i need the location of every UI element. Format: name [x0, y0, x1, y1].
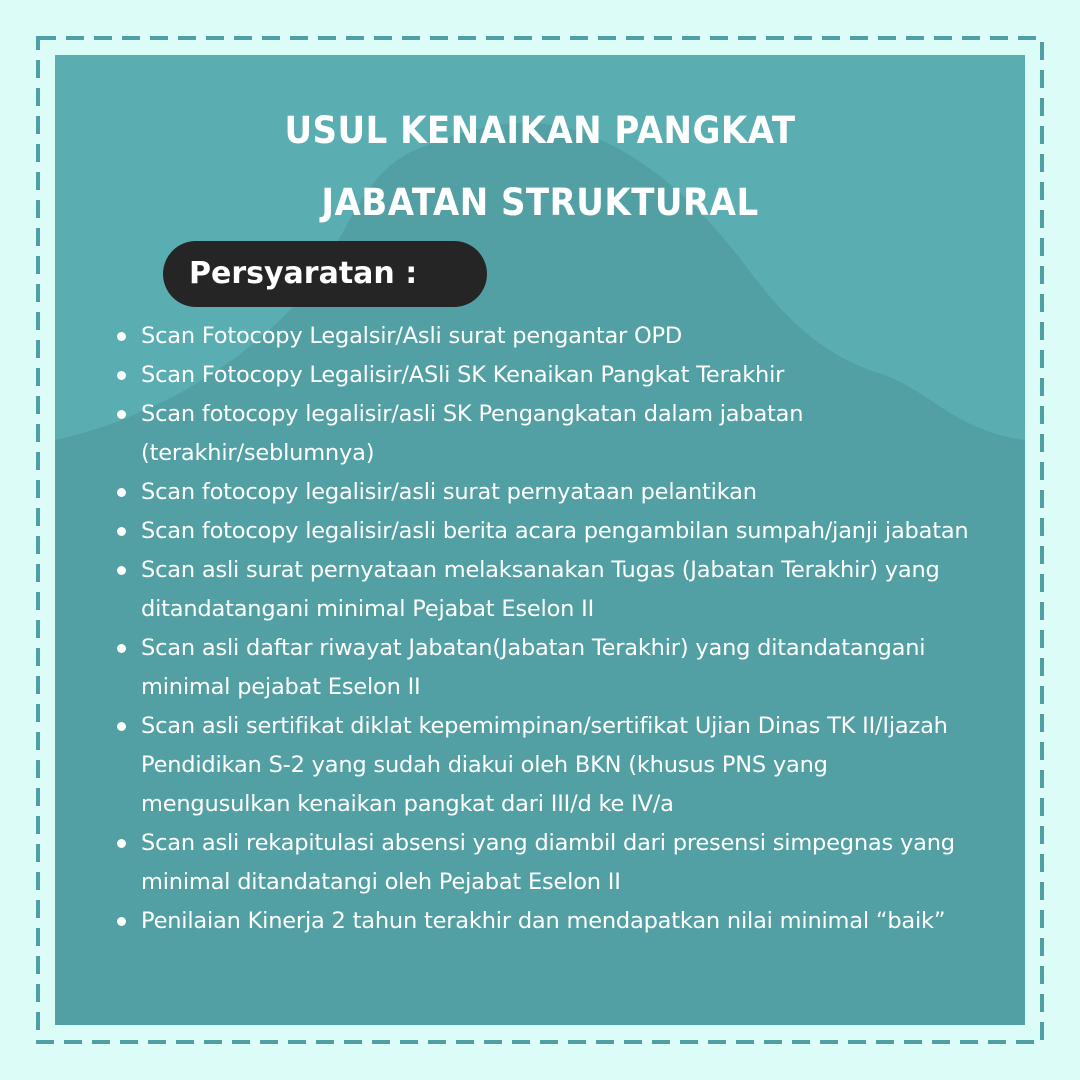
requirement-text: Scan Fotocopy Legalsir/Asli surat pengantar OPD [141, 323, 683, 349]
bullet-icon [117, 410, 126, 419]
requirement-text: Scan fotocopy legalisir/asli berita acara pengambilan sumpah/janji jabatan [141, 518, 969, 544]
list-item [115, 512, 975, 551]
list-item [115, 473, 975, 512]
section-label-pill [163, 241, 487, 307]
list-item [115, 317, 975, 356]
list-item [115, 902, 975, 941]
bullet-icon [117, 527, 126, 536]
requirement-text: Scan fotocopy legalisir/asli surat pernyataan pelantikan [141, 479, 757, 505]
requirement-text: Scan fotocopy legalisir/asli SK Pengangkatan dalam jabatan (terakhir/seblumnya) [141, 401, 804, 466]
bullet-icon [117, 488, 126, 497]
bullet-icon [117, 332, 126, 341]
title-line-2: JABATAN STRUKTURAL [321, 181, 759, 224]
bullet-icon [117, 722, 126, 731]
bullet-icon [117, 917, 126, 926]
list-item [115, 356, 975, 395]
requirement-text: Scan asli daftar riwayat Jabatan(Jabatan Terakhir) yang ditandatangani minimal pejabat Eselon II [141, 635, 926, 700]
content-card [55, 55, 1025, 1025]
list-item [115, 707, 975, 824]
bullet-icon [117, 566, 126, 575]
bullet-icon [117, 371, 126, 380]
list-item [115, 824, 975, 902]
requirement-text: Scan asli rekapitulasi absensi yang diambil dari presensi simpegnas yang minimal ditandatangi oleh Pejabat Eselon II [141, 830, 955, 895]
bullet-icon [117, 839, 126, 848]
bullet-icon [117, 644, 126, 653]
requirement-text: Scan asli sertifikat diklat kepemimpinan/sertifikat Ujian Dinas TK II/Ijazah Pendidikan S-2 yang sudah diakui oleh BKN (khusus PNS yang mengusulkan kenaikan pangkat dari III/d ke IV/a [141, 713, 948, 817]
section-label: Persyaratan : [189, 256, 418, 291]
page-title [94, 95, 986, 239]
requirement-text: Scan asli surat pernyataan melaksanakan Tugas (Jabatan Terakhir) yang ditandatangani minimal Pejabat Eselon II [141, 557, 940, 622]
requirements-list [115, 317, 975, 941]
title-line-1: USUL KENAIKAN PANGKAT [284, 109, 796, 152]
requirement-text: Penilaian Kinerja 2 tahun terakhir dan mendapatkan nilai minimal “baik” [141, 908, 946, 934]
list-item [115, 551, 975, 629]
list-item [115, 395, 975, 473]
list-item [115, 629, 975, 707]
requirement-text: Scan Fotocopy Legalisir/ASli SK Kenaikan Pangkat Terakhir [141, 362, 785, 388]
